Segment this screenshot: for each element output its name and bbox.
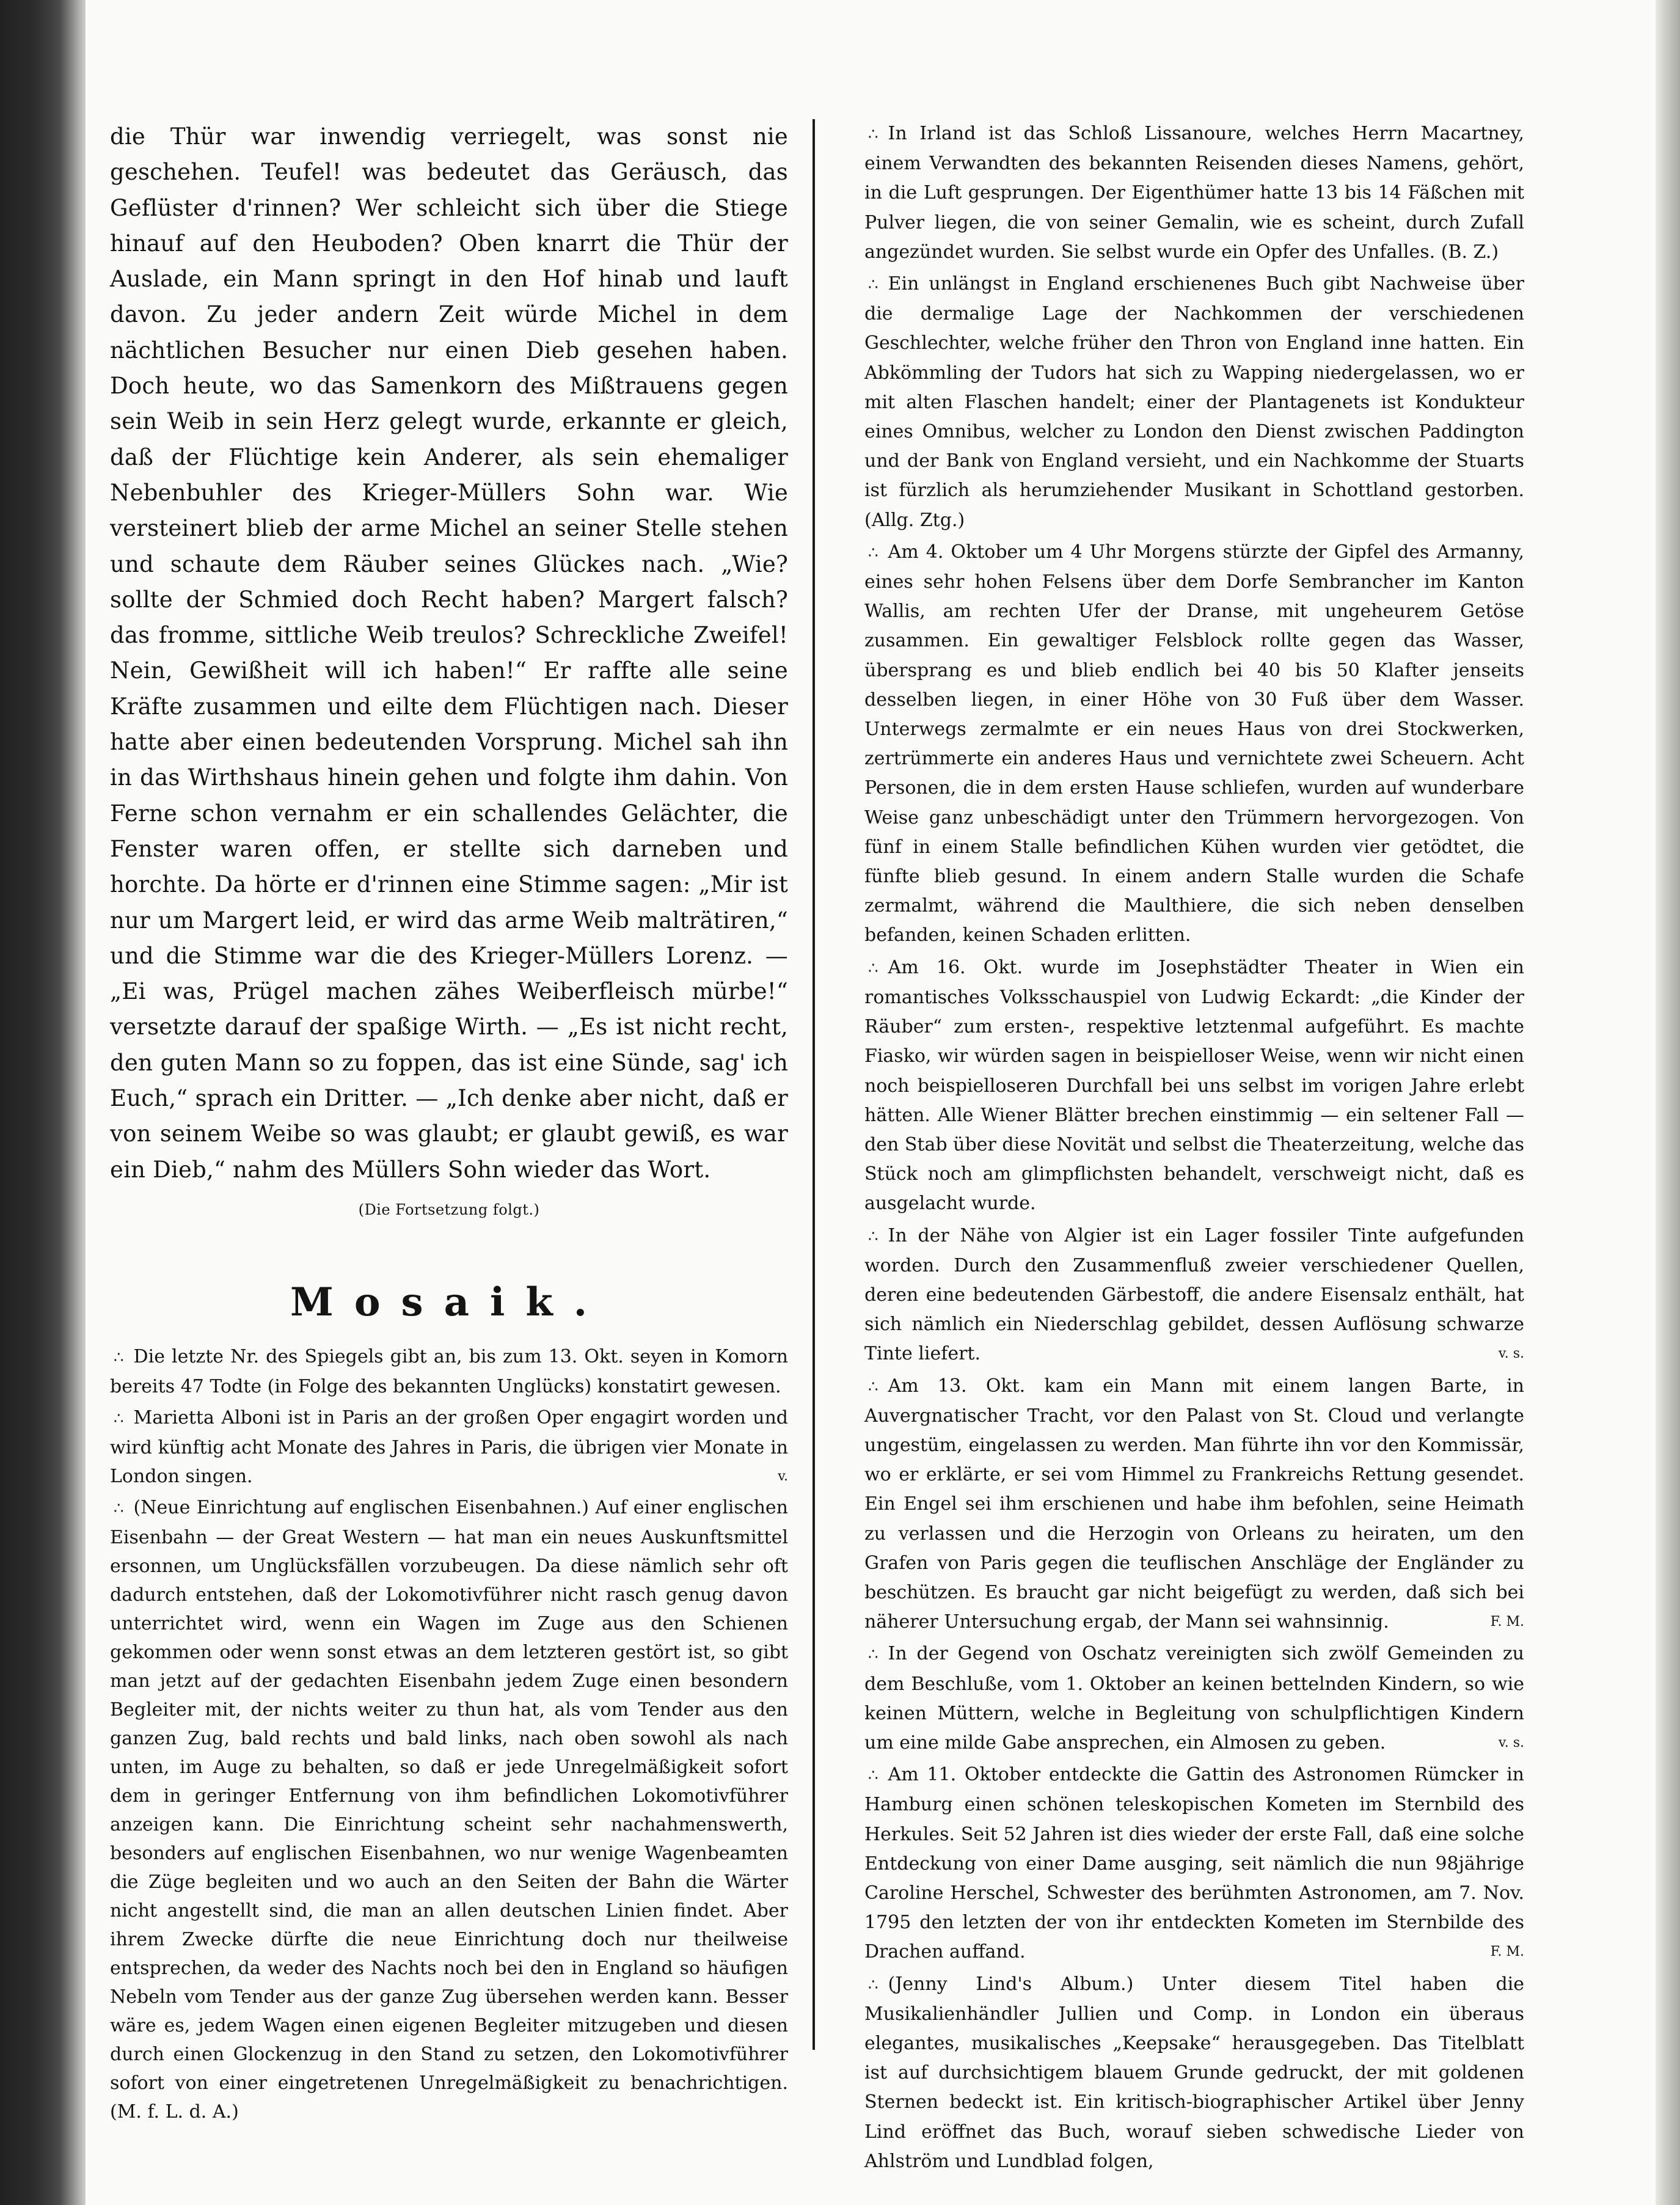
right-column	[864, 119, 1524, 2179]
item-marker-icon: ∴	[868, 959, 877, 978]
scan-right-edge	[1656, 0, 1680, 2205]
section-heading-mosaik: Mosaik.	[290, 1279, 608, 1325]
item-text: Am 16. Okt. wurde im Josephstädter Theater in Wien ein romantisches Volksschauspiel von Ludwig Eckardt: „die Kinder der Räuber“ zum ersten-, respektive letztenmal aufgeführt. Es machte Fiasko, wir würden sagen in beispielloser Weise, wenn wir nicht einen noch beispielloseren Durchfall bei uns selbst im vorigen Jahre erlebt hätten. Alle Wiener Blätter brechen einstimmig — ein seltener Fall — den Stab über diese Novität und selbst die Theaterzeitung, welche das Stück noch am glimpflichsten behandelt, verschweigt nicht, daß es ausgelacht wurde.	[864, 956, 1524, 1215]
item-marker-icon: ∴	[114, 1409, 123, 1428]
news-item	[864, 1970, 1524, 2176]
item-text: Am 4. Oktober um 4 Uhr Morgens stürzte der Gipfel des Armanny, eines sehr hohen Felsens über dem Dorfe Sembrancher im Kanton Wallis, am rechten Ufer der Dranse, mit ungeheurem Getöse zusammen. Ein gewaltiger Felsblock rollte gegen das Wasser, übersprang es und blieb endlich bei 40 bis 50 Klafter jenseits desselben liegen, in einer Höhe von 30 Fuß über dem Wasser. Unterwegs zermalmte er ein neues Haus von drei Stockwerken, zertrümmerte ein anderes Haus und vernichtete zwei Scheuern. Acht Personen, die in dem ersten Hause schliefen, wurden auf wunderbare Weise ganz unbeschädigt unter den Trümmern hervorgezogen. Von fünf in einem Stalle befindlichen Kühen wurden vier getödtet, die fünfte blieb gesund. In einem andern Stalle wurden die Schafe zermalmt, während die Maulthiere, die sich neben denselben befanden, keinen Schaden erlitten.	[864, 541, 1524, 946]
left-column	[110, 119, 788, 2129]
news-item	[864, 538, 1524, 951]
news-item	[864, 1760, 1524, 1967]
news-item	[110, 1342, 788, 1401]
item-marker-icon: ∴	[868, 1975, 877, 1994]
item-signature: v. s.	[1498, 1346, 1524, 1362]
item-marker-icon: ∴	[868, 1227, 877, 1246]
item-text: (Jenny Lind's Album.) Unter diesem Titel haben die Musikalienhändler Jullien und Comp. in London ein überaus elegantes, musikalisches „Keepsake“ herausgegeben. Das Titelblatt ist auf durchsichtigem blauem Grunde gedruckt, der mit goldenen Sternen bedeckt ist. Ein kritisch-biographischer Artikel über Jenny Lind eröffnet das Buch, worauf sieben schwedische Lieder von Ahlström und Lundblad folgen,	[864, 1973, 1524, 2172]
item-marker-icon: ∴	[868, 1766, 877, 1785]
item-text: Marietta Alboni ist in Paris an der großen Oper engagirt worden und wird künftig acht Monate des Jahres in Paris, die übrigen vier Monate in London singen.	[110, 1406, 788, 1487]
story-continuation	[110, 119, 788, 1218]
news-item	[864, 1372, 1524, 1637]
story-paragraph: die Thür war inwendig verriegelt, was sonst nie geschehen. Teufel! was bedeutet das Geräusch, das Geflüster d'rinnen? Wer schleicht sich über die Stiege hinauf auf den Heuboden? Oben knarrt die Thür der Auslade, ein Mann springt in den Hof hinab und lauft davon. Zu jeder andern Zeit würde Michel in dem nächtlichen Besucher nur einen Dieb gesehen haben. Doch heute, wo das Samenkorn des Mißtrauens gegen sein Weib in sein Herz gelegt wurde, erkannte er gleich, daß der Flüchtige kein Anderer, als sein ehemaliger Nebenbuhler des Krieger-Müllers Sohn war. Wie versteinert blieb der arme Michel an seiner Stelle stehen und schaute dem Räuber seines Glückes nach. „Wie? sollte der Schmied doch Recht haben? Margert falsch? das fromme, sittliche Weib treulos? Schreckliche Zweifel! Nein, Gewißheit will ich haben!“ Er raffte alle seine Kräfte zusammen und eilte dem Flüchtigen nach. Dieser hatte aber einen bedeutenden Vorsprung. Michel sah ihn in das Wirthshaus hinein gehen und folgte ihm dahin. Von Ferne schon vernahm er ein schallendes Gelächter, die Fenster waren offen, er stellte sich darneben und horchte. Da hörte er d'rinnen eine Stimme sagen: „Mir ist nur um Margert leid, er wird das arme Weib malträtiren,“ und die Stimme war die des Krieger-Müllers Lorenz. — „Ei was, Prügel machen zähes Weiberfleisch mürbe!“ versetzte darauf der spaßige Wirth. — „Es ist nicht recht, den guten Mann so zu foppen, das ist eine Sünde, sag' ich Euch,“ sprach ein Dritter. — „Ich denke aber nicht, daß er von seinem Weibe so was glaubt; er glaubt gewiß, es war ein Dieb,“ nahm des Müllers Sohn wieder das Wort.	[110, 123, 788, 1183]
news-item	[110, 1403, 788, 1491]
news-item	[864, 269, 1524, 535]
news-item	[110, 1493, 788, 2126]
item-text: In der Gegend von Oschatz vereinigten sich zwölf Gemeinden zu dem Beschluße, vom 1. Oktober an keinen bettelnden Kindern, so wie keinen Müttern, welche in Begleitung von schulpflichtigen Kindern um eine milde Gabe ansprechen, ein Almosen zu geben.	[864, 1643, 1524, 1753]
item-text: Die letzte Nr. des Spiegels gibt an, bis zum 13. Okt. seyen in Komorn bereits 47 Todte (in Folge des bekannten Unglücks) konstatirt gewesen.	[110, 1345, 788, 1397]
item-signature: F. M.	[1490, 1944, 1524, 1960]
item-marker-icon: ∴	[868, 276, 877, 294]
scan-binding-shadow	[0, 0, 86, 2205]
item-signature: F. M.	[1490, 1614, 1524, 1630]
news-item	[864, 953, 1524, 1219]
item-text: (Neue Einrichtung auf englischen Eisenbahnen.) Auf einer englischen Eisenbahn — der Great Western — hat man ein neues Auskunftsmittel ersonnen, um Unglücksfällen vorzubeugen. Da diese nämlich sehr oft dadurch entstehen, daß der Lokomotivführer nicht rasch genug davon unterrichtet wird, wenn ein Wagen im Zuge aus den Schienen gekommen oder wenn sonst etwas an dem letzteren gestört ist, so gibt man jetzt auf der gedachten Eisenbahn jedem Zuge einen besondern Begleiter mit, der nichts weiter zu thun hat, als vom Tender aus den ganzen Zug, bald rechts und bald links, nach oben sowohl als nach unten, im Auge zu behalten, so daß er jede Unregelmäßigkeit sofort dem in geringer Entfernung von ihm befindlichen Lokomotivführer anzeigen kann. Die Einrichtung scheint sehr nachahmenswerth, besonders auf englischen Eisenbahnen, wo nur wenige Wagenbeamten die Züge begleiten und wo auch an den Seiten der Bahn die Wärter nicht angestellt sind, die man an allen deutschen Linien findet. Aber ihrem Zwecke dürfte die neue Einrichtung doch nur theilweise entsprechen, da weder des Nachts noch bei den in England so häufigen Nebeln vom Tender aus der ganze Zug übersehen werden kann. Besser wäre es, jedem Wagen einen eigenen Begleiter mitzugeben und diesen durch einen Glockenzug in den Stand zu setzen, den Lokomotivführer sofort von einer eingetretenen Unregelmäßigkeit zu benachrichtigen. (M. f. L. d. A.)	[110, 1496, 788, 2123]
item-text: In Irland ist das Schloß Lissanoure, welches Herrn Macartney, einem Verwandten des bekannten Reisenden dieses Namens, gehört, in die Luft gesprungen. Der Eigenthümer hatte 13 bis 14 Fäßchen mit Pulver liegen, die von seiner Gemalin, wie es scheint, durch Zufall angezündet wurden. Sie selbst wurde ein Opfer des Unfalles. (B. Z.)	[864, 123, 1524, 263]
item-marker-icon: ∴	[868, 125, 877, 144]
item-marker-icon: ∴	[868, 1377, 877, 1396]
item-marker-icon: ∴	[868, 1645, 877, 1664]
news-item	[864, 119, 1524, 267]
item-text: Am 11. Oktober entdeckte die Gattin des Astronomen Rümcker in Hamburg einen schönen teleskopischen Kometen im Sternbild des Herkules. Seit 52 Jahren ist dies wieder der erste Fall, daß eine solche Entdeckung von einer Dame ausging, seit nämlich die nun 98jährige Caroline Herschel, Schwester des berühmten Astronomen, am 7. Nov. 1795 den letzten der von ihr entdeckten Kometen im Sternbilde des Drachen auffand.	[864, 1764, 1524, 1963]
item-marker-icon: ∴	[114, 1499, 123, 1518]
item-signature: v.	[778, 1468, 788, 1484]
item-marker-icon: ∴	[114, 1348, 123, 1367]
item-text: In der Nähe von Algier ist ein Lager fossiler Tinte aufgefunden worden. Durch den Zusammenfluß zweier verschiedener Quellen, deren eine bedeutenden Gärbestoff, die andere Eisensalz enthält, hat sich nämlich ein Niederschlag gebildet, dessen Auflösung schwarze Tinte liefert.	[864, 1224, 1524, 1365]
news-item	[864, 1221, 1524, 1369]
item-marker-icon: ∴	[868, 543, 877, 562]
item-text: Am 13. Okt. kam ein Mann mit einem langen Barte, in Auvergnatischer Tracht, vor den Palast von St. Cloud und verlangte ungestüm, eingelassen zu werden. Man führte ihn vor den Kommissär, wo er erklärte, er sei vom Himmel zu Frankreichs Rettung gesendet. Ein Engel sei ihm erschienen und habe ihm befohlen, seine Heimath zu verlassen und die Herzogin von Orleans zu heiraten, um den Grafen von Paris gegen die teuflischen Anschläge der Engländer zu beschützen. Es braucht gar nicht beigefügt zu werden, daß sich bei näherer Untersuchung ergab, der Mann sei wahnsinnig.	[864, 1375, 1524, 1633]
news-item	[864, 1639, 1524, 1758]
continued-note: (Die Fortsetzung folgt.)	[358, 1201, 540, 1218]
column-divider	[813, 119, 815, 2050]
item-signature: v. s.	[1498, 1735, 1524, 1750]
item-text: Ein unlängst in England erschienenes Buch gibt Nachweise über die dermalige Lage der Nachkommen der verschiedenen Geschlechter, welche früher den Thron von England inne hatten. Ein Abkömmling der Tudors hat sich zu Wapping niedergelassen, wo er mit alten Flaschen handelt; einer der Plantagenets ist Kondukteur eines Omnibus, welcher zu London den Dienst zwischen Paddington und der Bank von England versieht, und ein Nachkomme der Stuarts ist fürzlich als herumziehender Musikant in Schottland gestorben. (Allg. Ztg.)	[864, 273, 1524, 531]
